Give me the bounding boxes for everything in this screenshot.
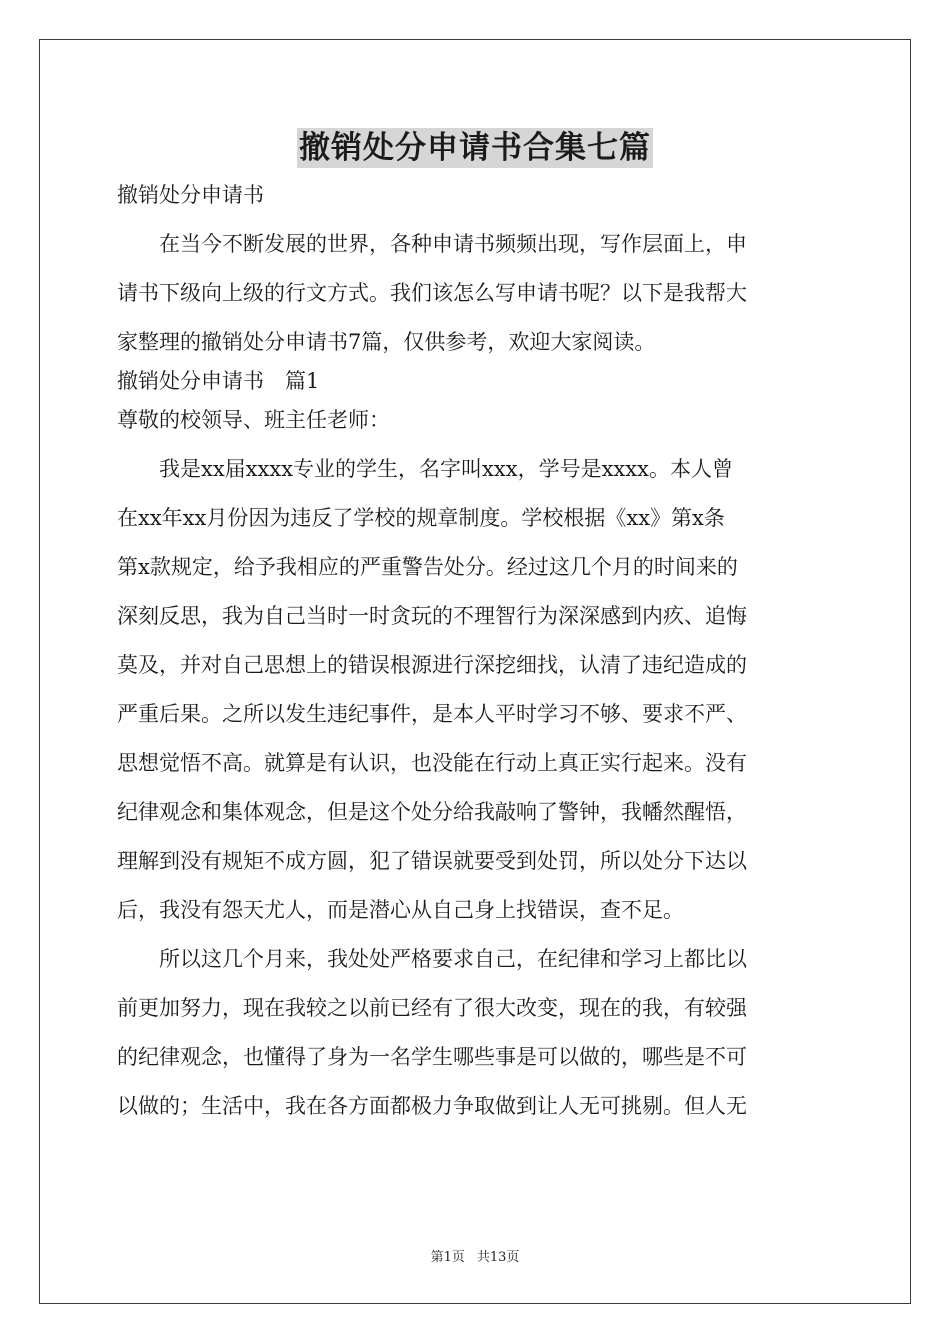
document-body xyxy=(117,180,833,1121)
page-footer xyxy=(0,1246,950,1265)
page-count: 共13页 xyxy=(476,1250,520,1265)
body-line: 在当今不断发展的世界，各种申请书频频出现，写作层面上，申 xyxy=(117,232,747,256)
body-line: 我是xx届xxxx专业的学生，名字叫xxx，学号是xxxx。本人曾 xyxy=(117,457,733,481)
body-line: 在xx年xx月份因为违反了学校的规章制度。学校根据《xx》第x条 xyxy=(117,506,725,530)
page-number: 第1页 xyxy=(430,1250,465,1265)
title-container xyxy=(0,128,950,168)
body-line: 所以这几个月来，我处处严格要求自己，在纪律和学习上都比以 xyxy=(117,947,747,971)
body-line: 严重后果。之所以发生违纪事件，是本人平时学习不够、要求不严、 xyxy=(117,702,747,726)
body-line: 深刻反思，我为自己当时一时贪玩的不理智行为深深感到内疚、追悔 xyxy=(117,604,747,628)
body-line: 以做的；生活中，我在各方面都极力争取做到让人无可挑剔。但人无 xyxy=(117,1094,747,1118)
body-line: 纪律观念和集体观念，但是这个处分给我敲响了警钟，我幡然醒悟， xyxy=(117,800,747,824)
body-line: 后，我没有怨天尤人，而是潜心从自己身上找错误，查不足。 xyxy=(117,898,684,922)
body-line: 莫及，并对自己思想上的错误根源进行深挖细找，认清了违纪造成的 xyxy=(117,653,747,677)
salutation: 尊敬的校领导、班主任老师： xyxy=(117,408,390,432)
body-line: 思想觉悟不高。就算是有认识，也没能在行动上真正实行起来。没有 xyxy=(117,751,747,775)
body-line: 第x款规定，给予我相应的严重警告处分。经过这几个月的时间来的 xyxy=(117,555,738,579)
body-line: 理解到没有规矩不成方圆，犯了错误就要受到处罚，所以处分下达以 xyxy=(117,849,747,873)
body-line: 前更加努力，现在我较之以前已经有了很大改变，现在的我，有较强 xyxy=(117,996,747,1020)
section-heading: 撤销处分申请书 xyxy=(117,183,264,207)
body-line: 家整理的撤销处分申请书7篇，仅供参考，欢迎大家阅读。 xyxy=(117,330,656,354)
body-line: 请书下级向上级的行文方式。我们该怎么写申请书呢？以下是我帮大 xyxy=(117,281,747,305)
body-line: 的纪律观念，也懂得了身为一名学生哪些事是可以做的，哪些是不可 xyxy=(117,1045,747,1069)
document-title: 撤销处分申请书合集七篇 xyxy=(299,130,651,166)
article-heading: 撤销处分申请书 篇1 xyxy=(117,369,320,393)
